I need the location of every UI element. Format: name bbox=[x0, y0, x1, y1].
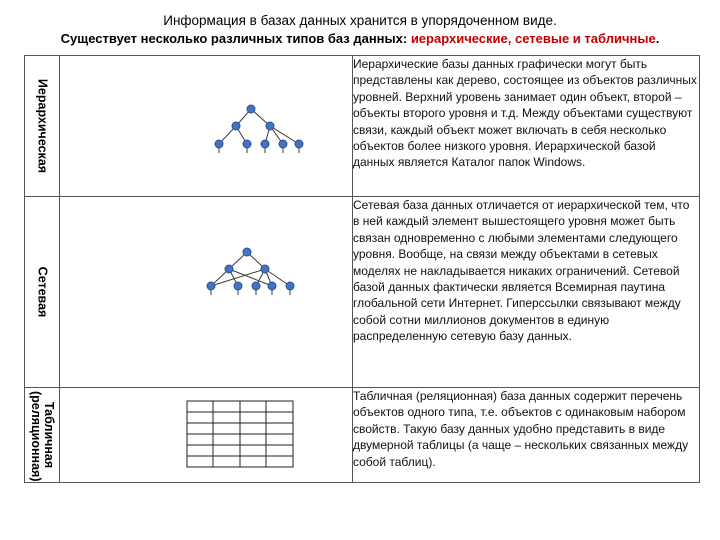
network-node bbox=[268, 282, 276, 290]
network-diagram-cell bbox=[60, 197, 353, 388]
network-node bbox=[234, 282, 242, 290]
row-label-relational: Табличная (реляционная) bbox=[29, 391, 56, 482]
tree-node-level3 bbox=[279, 140, 287, 148]
network-node bbox=[261, 265, 269, 273]
row-text-hierarchical: Иерархические базы данных графически могут быть представлены как дерево, состоящее из объектов различных уровней. Верхний уровень занимает один объект, второй – объекты второго уровня и т.д. Между объектами существуют связи, каждый объект может включать в себя несколько объектов более низкого уровня. Иерархической базой данных является Каталог папок Windows. bbox=[353, 56, 700, 197]
header-line-1: Информация в базах данных хранится в упорядоченном виде. bbox=[163, 13, 557, 28]
row-hierarchical bbox=[25, 56, 700, 197]
tree-edges bbox=[219, 109, 299, 153]
header-line-2-accent: иерархические, сетевые и табличные bbox=[410, 31, 656, 46]
tree-node-level2 bbox=[266, 122, 274, 130]
network-node bbox=[252, 282, 260, 290]
network-node bbox=[243, 248, 251, 256]
row-relational bbox=[25, 388, 700, 483]
network-node bbox=[225, 265, 233, 273]
tree-node-level3 bbox=[261, 140, 269, 148]
slide-header bbox=[0, 12, 720, 48]
row-label-cell bbox=[25, 197, 60, 388]
row-label-cell bbox=[25, 56, 60, 197]
network-nodes bbox=[207, 248, 294, 290]
row-network bbox=[25, 197, 700, 388]
relational-table-diagram bbox=[60, 388, 352, 483]
row-label-network: Сетевая bbox=[35, 266, 50, 318]
hierarchy-tree-diagram bbox=[60, 56, 352, 197]
tree-node-level3 bbox=[215, 140, 223, 148]
network-graph-diagram bbox=[60, 197, 352, 388]
table-grid-lines bbox=[187, 401, 293, 467]
header-line-2 bbox=[0, 30, 720, 48]
row-text-network: Сетевая база данных отличается от иерархической тем, что в ней каждый элемент вышестоящего уровня может быть связан одновременно с любыми элементами следующего уровня. Вообще, на связи между объектами в сетевых моделях не накладывается никаких ограничений. Сетевой базой данных фактически является Всемирная паутина глобальной сети Интернет. Гиперссылки связывают между собой сотни миллионов документов в единую распределенную сетевую базу данных. bbox=[353, 197, 700, 388]
tree-nodes bbox=[215, 105, 303, 148]
network-node bbox=[207, 282, 215, 290]
row-label-hierarchical: Иерархическая bbox=[35, 78, 50, 174]
hierarchy-diagram-cell bbox=[60, 56, 353, 197]
tree-node-root bbox=[247, 105, 255, 113]
network-edges bbox=[211, 252, 290, 295]
header-line-2-suffix: . bbox=[655, 31, 660, 46]
network-node bbox=[286, 282, 294, 290]
table-diagram-cell bbox=[60, 388, 353, 483]
database-types-table bbox=[24, 55, 700, 483]
header-line-2-prefix: Существует несколько различных типов баз данных: bbox=[60, 31, 411, 46]
tree-node-level3 bbox=[243, 140, 251, 148]
tree-node-level2 bbox=[232, 122, 240, 130]
tree-node-level3 bbox=[295, 140, 303, 148]
row-text-relational: Табличная (реляционная) база данных содержит перечень объектов одного типа, т.е. объектов с одинаковым набором свойств. Такую базу данных удобно представить в виде двумерной таблицы (а чаще – нескольких связанных между собой таблиц). bbox=[353, 388, 700, 483]
row-label-cell bbox=[25, 388, 60, 483]
